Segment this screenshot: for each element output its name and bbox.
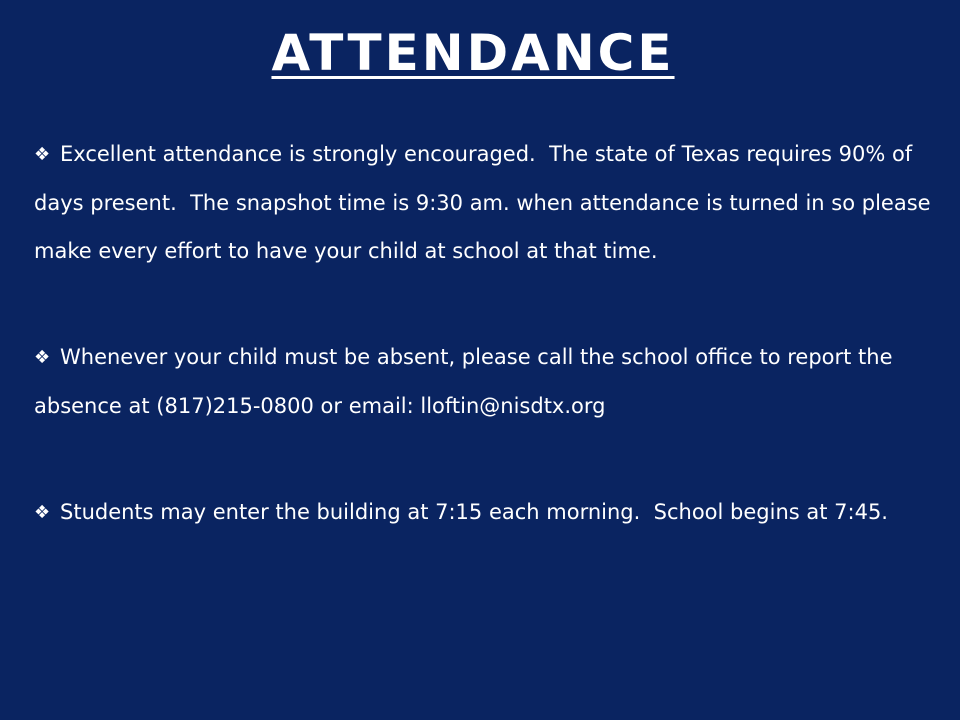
slide-title-text: ATTENDANCE	[271, 24, 675, 82]
bullet-item-attendance	[34, 130, 938, 275]
bullet-text: Students may enter the building at 7:15 each morning. School begins at 7:45.	[60, 500, 888, 524]
bullet-item-absence	[34, 333, 934, 430]
diamond-bullet-icon: ❖	[34, 144, 51, 165]
bullet-text: Whenever your child must be absent, please call the school office to report the absence at (817)215-0800 or email: lloftin@nisdtx.org	[34, 345, 900, 418]
diamond-bullet-icon: ❖	[34, 347, 51, 368]
bullet-list	[34, 130, 938, 537]
slide-title	[0, 18, 946, 88]
diamond-bullet-icon: ❖	[34, 502, 51, 523]
bullet-item-schedule	[34, 488, 934, 537]
bullet-text: Excellent attendance is strongly encouraged. The state of Texas requires 90% of days present. The snapshot time is 9:30 am. when attendance is turned in so please make every effort to have your child at school at that time.	[34, 142, 938, 263]
